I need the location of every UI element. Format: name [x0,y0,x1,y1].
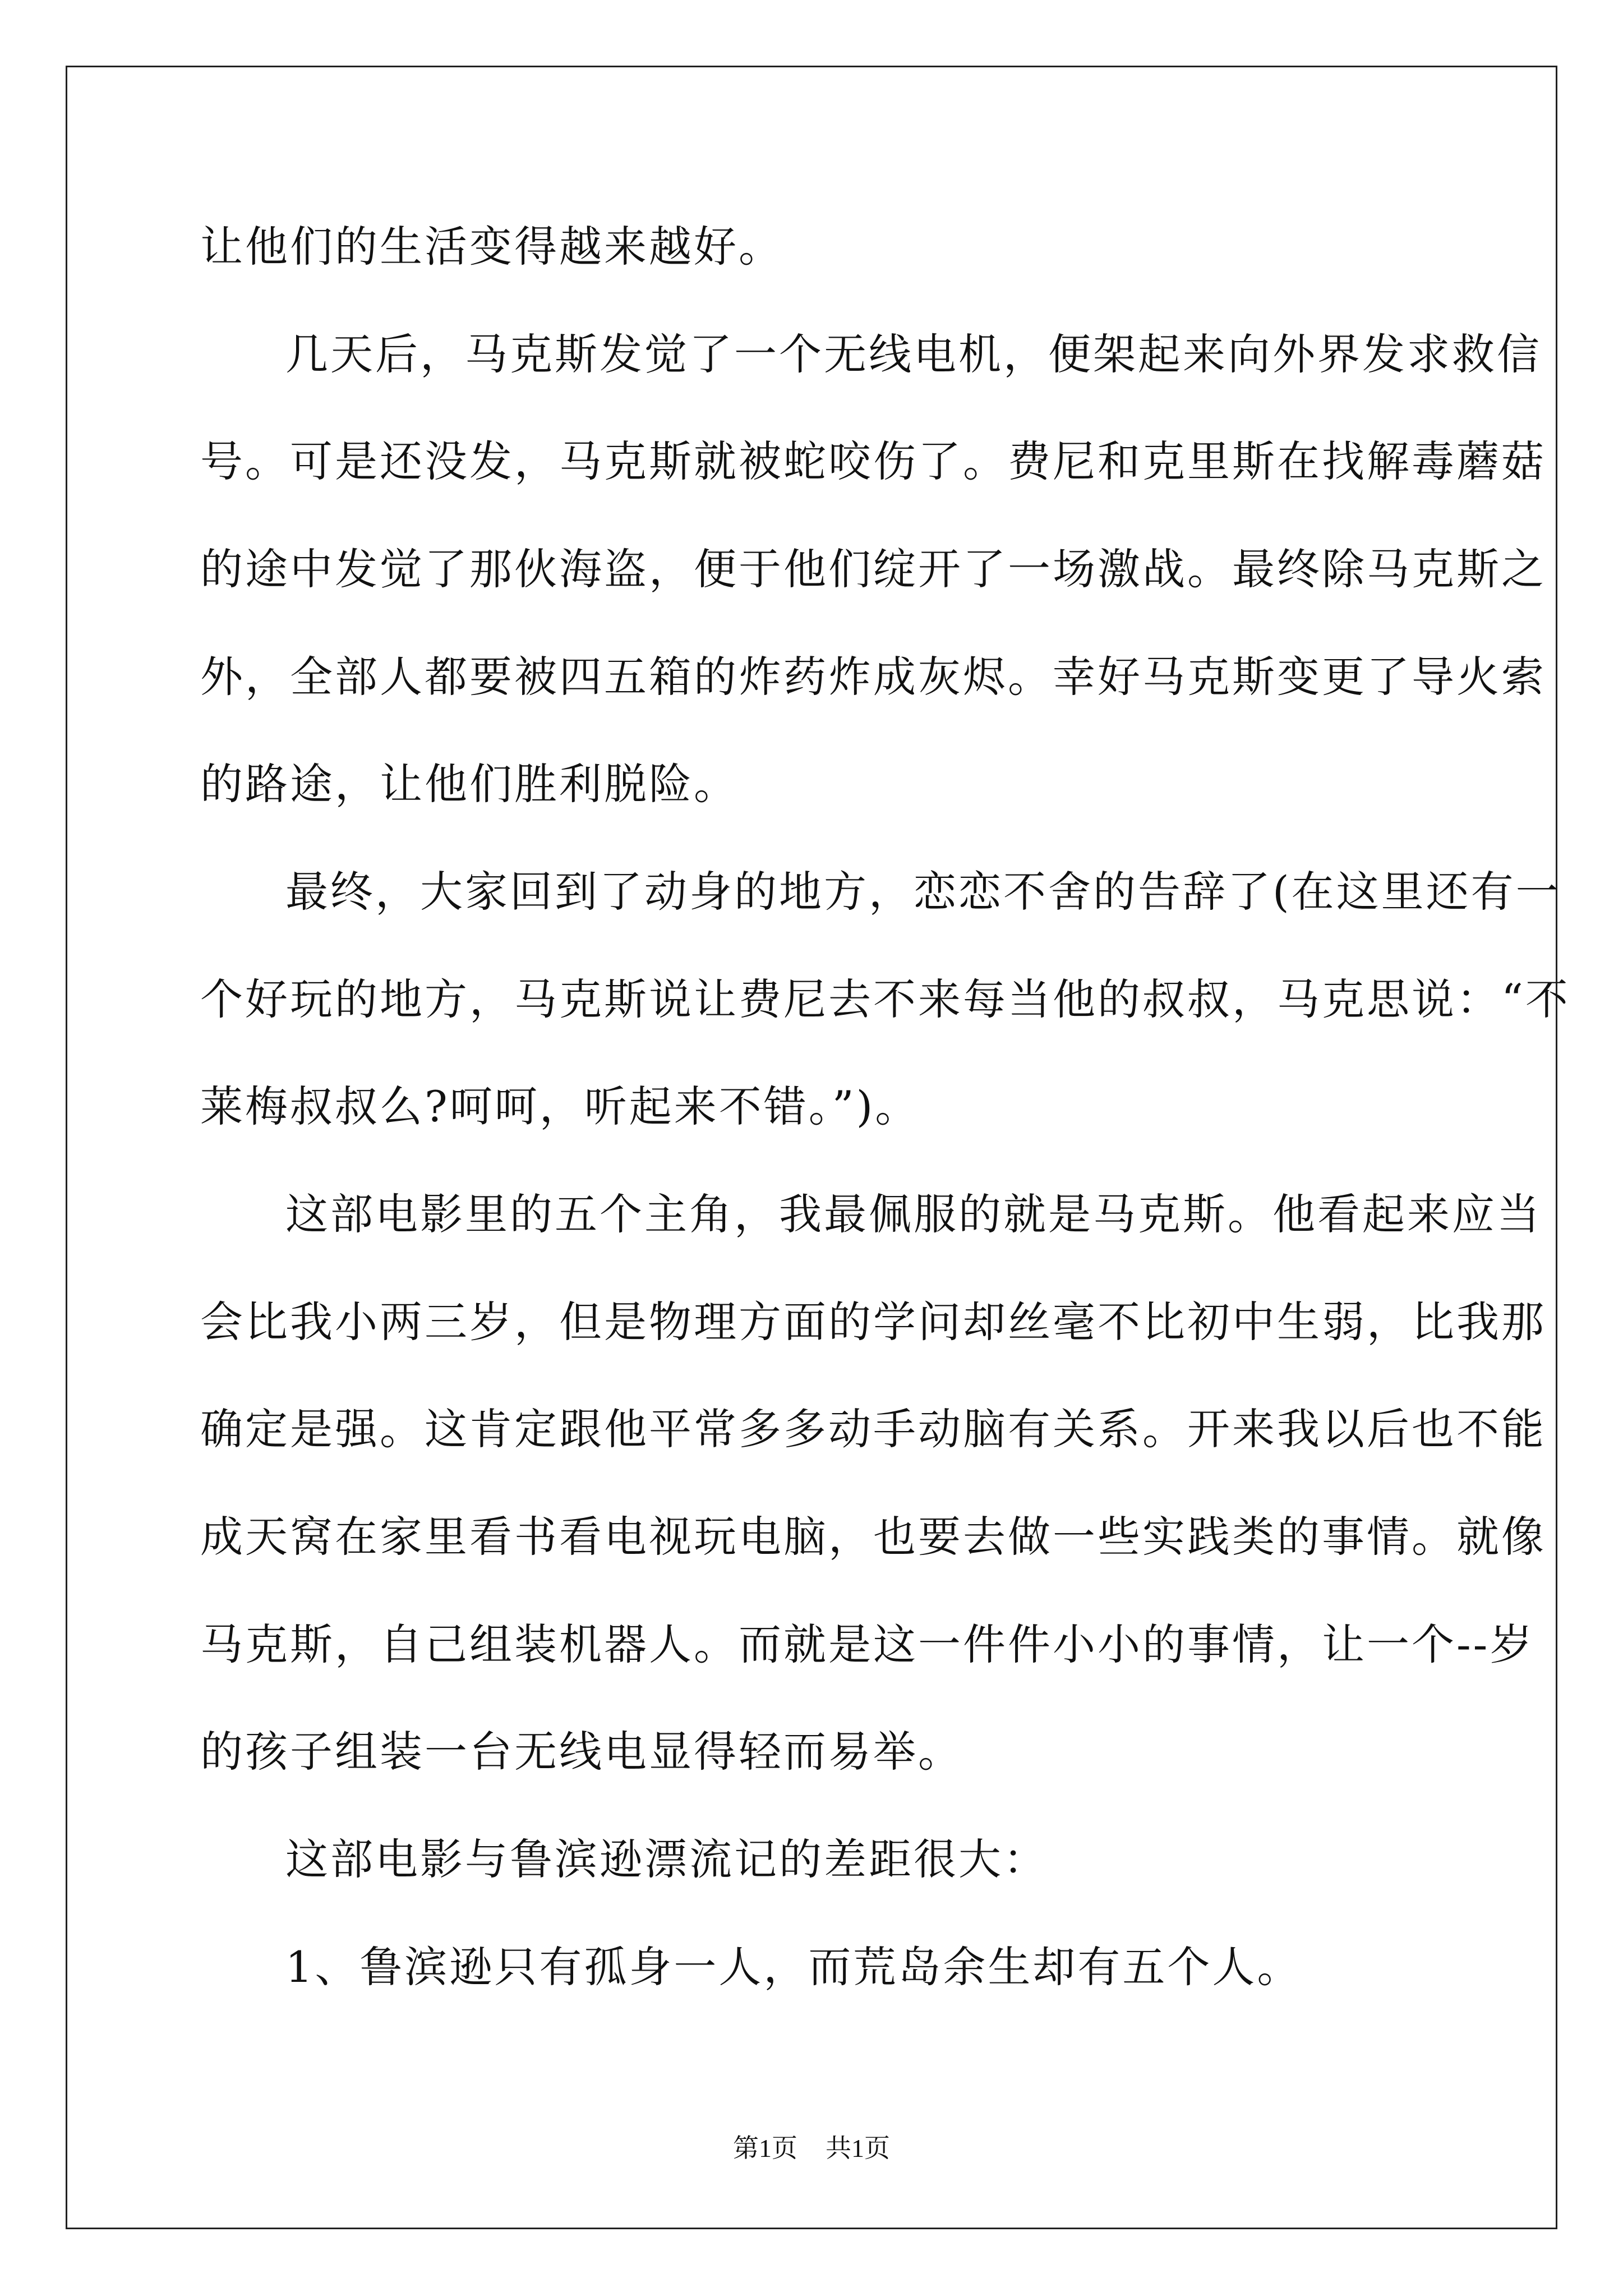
text-line: 莱梅叔叔么?呵呵，听起来不错。”)。 [200,1082,920,1131]
page-footer [0,2132,1623,2165]
text-line: 让他们的生活变得越来越好。 [200,222,783,272]
page-total: 共1页 [826,2134,890,2162]
text-line: 确定是强。这肯定跟他平常多多动手动脑有关系。开来我以后也不能 [200,1404,1546,1454]
text-line: 成天窝在家里看书看电视玩电脑，也要去做一些实践类的事情。就像 [200,1512,1546,1562]
text-line: 的路途，让他们胜利脱险。 [200,759,739,809]
text-line: 会比我小两三岁，但是物理方面的学问却丝毫不比初中生弱，比我那 [200,1297,1546,1347]
text-line: 的途中发觉了那伙海盗，便于他们绽开了一场激战。最终除马克斯之 [200,544,1546,594]
text-line: 的孩子组装一台无线电显得轻而易举。 [200,1727,963,1777]
text-line: 这部电影里的五个主角，我最佩服的就是马克斯。他看起来应当 [285,1189,1542,1239]
text-line: 马克斯，自己组装机器人。而就是这一件件小小的事情，让一个--岁 [200,1619,1535,1669]
text-line: 外，全部人都要被四五箱的炸药炸成灰烬。幸好马克斯变更了导火索 [200,652,1546,702]
page-number: 第1页 [733,2134,797,2162]
text-line: 个好玩的地方，马克斯说让费尼去不来每当他的叔叔，马克思说：“不 [200,974,1570,1024]
text-line: 1、鲁滨逊只有孤身一人，而荒岛余生却有五个人。 [285,1942,1302,1992]
text-line: 最终，大家回到了动身的地方，恋恋不舍的告辞了(在这里还有一 [285,867,1561,917]
text-line: 几天后，马克斯发觉了一个无线电机，便架起来向外界发求救信 [285,329,1542,379]
text-line: 这部电影与鲁滨逊漂流记的差距很大： [285,1834,1048,1884]
text-line: 号。可是还没发，马克斯就被蛇咬伤了。费尼和克里斯在找解毒蘑菇 [200,436,1546,486]
